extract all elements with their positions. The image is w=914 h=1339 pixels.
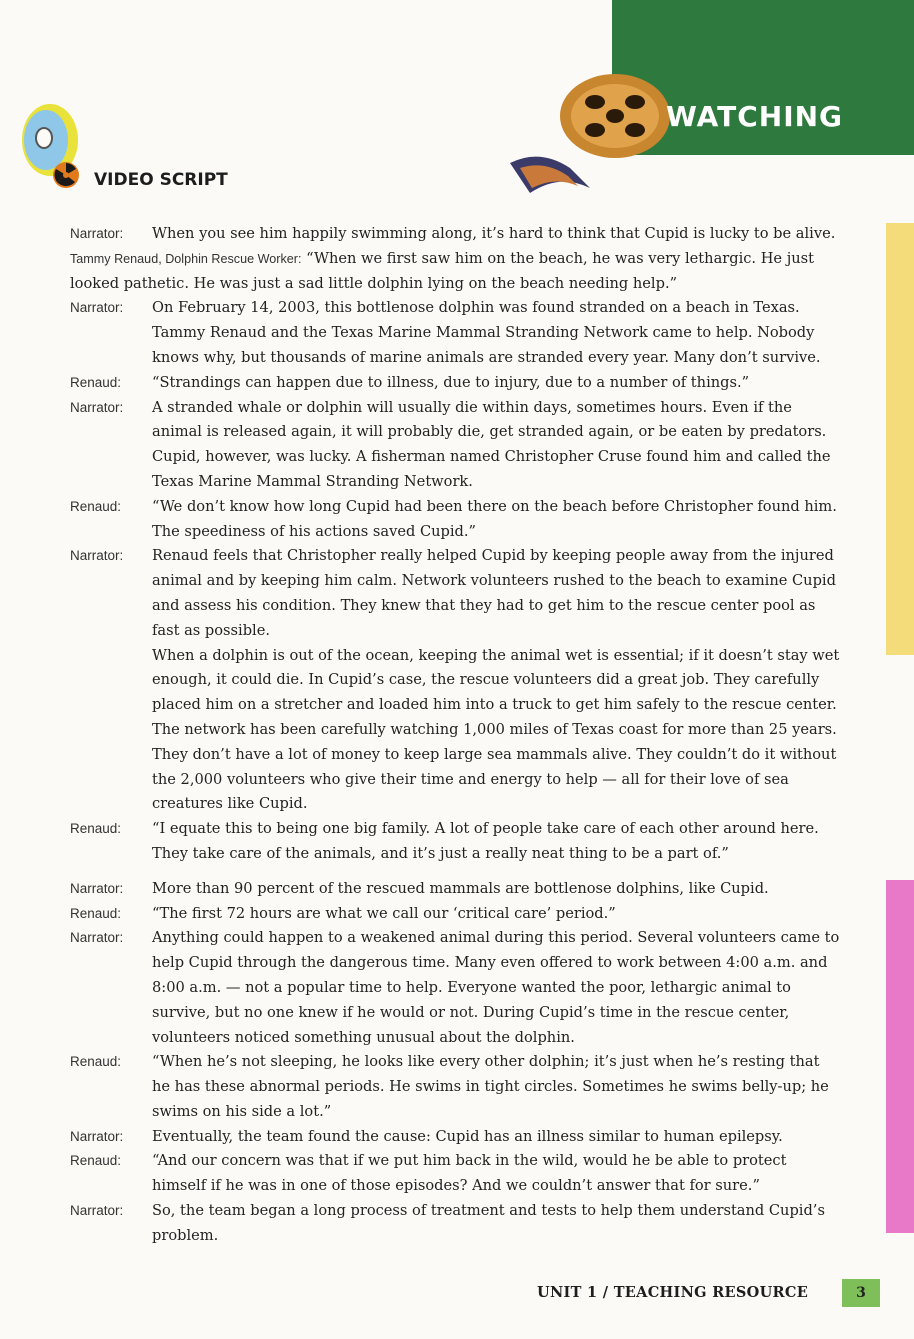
dialogue-text: So, the team began a long process of treatment and tests to help them understand Cupid’s problem. — [152, 1202, 825, 1244]
script-line — [70, 877, 842, 902]
running-footer: UNIT 1 / TEACHING RESOURCE — [537, 1284, 809, 1301]
speaker-label: Narrator: — [70, 930, 124, 946]
speaker-label: Narrator: — [70, 548, 124, 564]
dialogue-text: “When we first saw him on the beach, he was very lethargic. He just looked pathetic. He was just a sad little dolphin lying on the beach needing help.” — [70, 249, 814, 292]
speaker-label: Narrator: — [70, 399, 124, 415]
video-script — [70, 222, 842, 1249]
script-line — [70, 1199, 842, 1249]
speaker-label: Tammy Renaud, Dolphin Rescue Worker: — [70, 251, 302, 266]
script-line — [70, 222, 842, 247]
speaker-label: Narrator: — [70, 300, 124, 316]
script-line — [70, 1149, 842, 1199]
script-line — [70, 544, 842, 643]
dialogue-text: On February 14, 2003, this bottlenose dolphin was found stranded on a beach in Texas. Tammy Renaud and the Texas Marine Mammal Stranding Network came to help. Nobody knows why, but thousands of marine animals are stranded every year. Many don’t survive. — [152, 299, 821, 366]
dialogue-text: “Strandings can happen due to illness, due to injury, due to a number of things.” — [152, 373, 750, 391]
script-line — [70, 902, 842, 927]
speaker-label: Renaud: — [70, 374, 122, 390]
dialogue-text: “And our concern was that if we put him back in the wild, would he be able to protect himself if he was in one of those episodes? And we couldn’t answer that for sure.” — [152, 1152, 787, 1195]
dialogue-text: When you see him happily swimming along, it’s hard to think that Cupid is lucky to be alive. — [152, 225, 836, 242]
script-line — [70, 817, 842, 867]
speaker-label: Narrator: — [70, 1128, 124, 1144]
script-line — [70, 926, 842, 1050]
script-line — [70, 296, 842, 370]
script-line — [70, 1050, 842, 1124]
speaker-label: Narrator: — [70, 1203, 124, 1219]
script-line — [70, 495, 842, 545]
dialogue-text: Eventually, the team found the cause: Cupid has an illness similar to human epilepsy. — [152, 1127, 783, 1145]
dialogue-text: When a dolphin is out of the ocean, keeping the animal wet is essential; if it doesn’t stay wet enough, it could die. In Cupid’s case, the rescue volunteers did a great job. They carefully placed him on a stretcher and loaded him into a truck to get him safely to the rescue center. The network has been carefully watching 1,000 miles of Texas coast for more than 25 years. They don’t have a lot of money to keep large sea mammals alive. They couldn’t do it without the 2,000 volunteers who give their time and energy to help — all for their love of sea creatures like Cupid. — [152, 646, 840, 813]
script-line — [70, 247, 842, 297]
side-tab-yellow — [886, 223, 914, 655]
speaker-label: Renaud: — [70, 1054, 122, 1070]
speaker-label: Narrator: — [70, 880, 124, 896]
dialogue-text: “The first 72 hours are what we call our ‘critical care’ period.” — [152, 904, 616, 922]
section-title: WATCHING — [666, 100, 844, 133]
dialogue-text: Renaud feels that Christopher really helped Cupid by keeping people away from the injured animal and by keeping him calm. Network volunteers rushed to the beach to examine Cupid and assess his condition. They knew that they had to get him to the rescue center pool as fast as possible. — [152, 547, 836, 639]
script-line — [70, 371, 842, 396]
dialogue-text: A stranded whale or dolphin will usually die within days, sometimes hours. Even if the animal is released again, it will probably die, get stranded again, or be eaten by predators. Cupid, however, was lucky. A fisherman named Christopher Cruse found him and called the Texas Marine Mammal Stranding Network. — [152, 398, 831, 490]
speaker-label: Renaud: — [70, 1153, 122, 1169]
speaker-label: Renaud: — [70, 498, 122, 514]
dialogue-text: More than 90 percent of the rescued mammals are bottlenose dolphins, like Cupid. — [152, 879, 769, 897]
script-line — [70, 396, 842, 495]
side-tab-pink — [886, 880, 914, 1233]
dialogue-text: “We don’t know how long Cupid had been there on the beach before Christopher found him. The speediness of his actions saved Cupid.” — [152, 497, 837, 540]
disc-icon — [18, 100, 93, 195]
script-line — [70, 644, 842, 818]
dialogue-text: “I equate this to being one big family. A lot of people take care of each other around here. They take care of the animals, and it’s just a really neat thing to be a part of.” — [152, 820, 819, 862]
speaker-label: Narrator: — [70, 226, 124, 241]
speaker-label: Renaud: — [70, 821, 122, 837]
page-number: 3 — [842, 1279, 880, 1307]
film-reel-icon — [500, 68, 675, 198]
video-script-label: VIDEO SCRIPT — [94, 170, 228, 190]
dialogue-text: “When he’s not sleeping, he looks like every other dolphin; it’s just when he’s resting that he has these abnormal periods. He swims in tight circles. Sometimes he swims belly-up; he swims on his side a lot.” — [152, 1053, 829, 1120]
speaker-label: Renaud: — [70, 905, 122, 921]
script-line — [70, 1125, 842, 1150]
dialogue-text: Anything could happen to a weakened animal during this period. Several volunteers came to help Cupid through the dangerous time. Many even offered to work between 4:00 a.m. and 8:00 a.m. — not a popular time to help. Everyone wanted the poor, lethargic animal to survive, but no one knew if he would or not. During Cupid’s time in the rescue center, volunteers noticed something unusual about the dolphin. — [152, 929, 840, 1046]
